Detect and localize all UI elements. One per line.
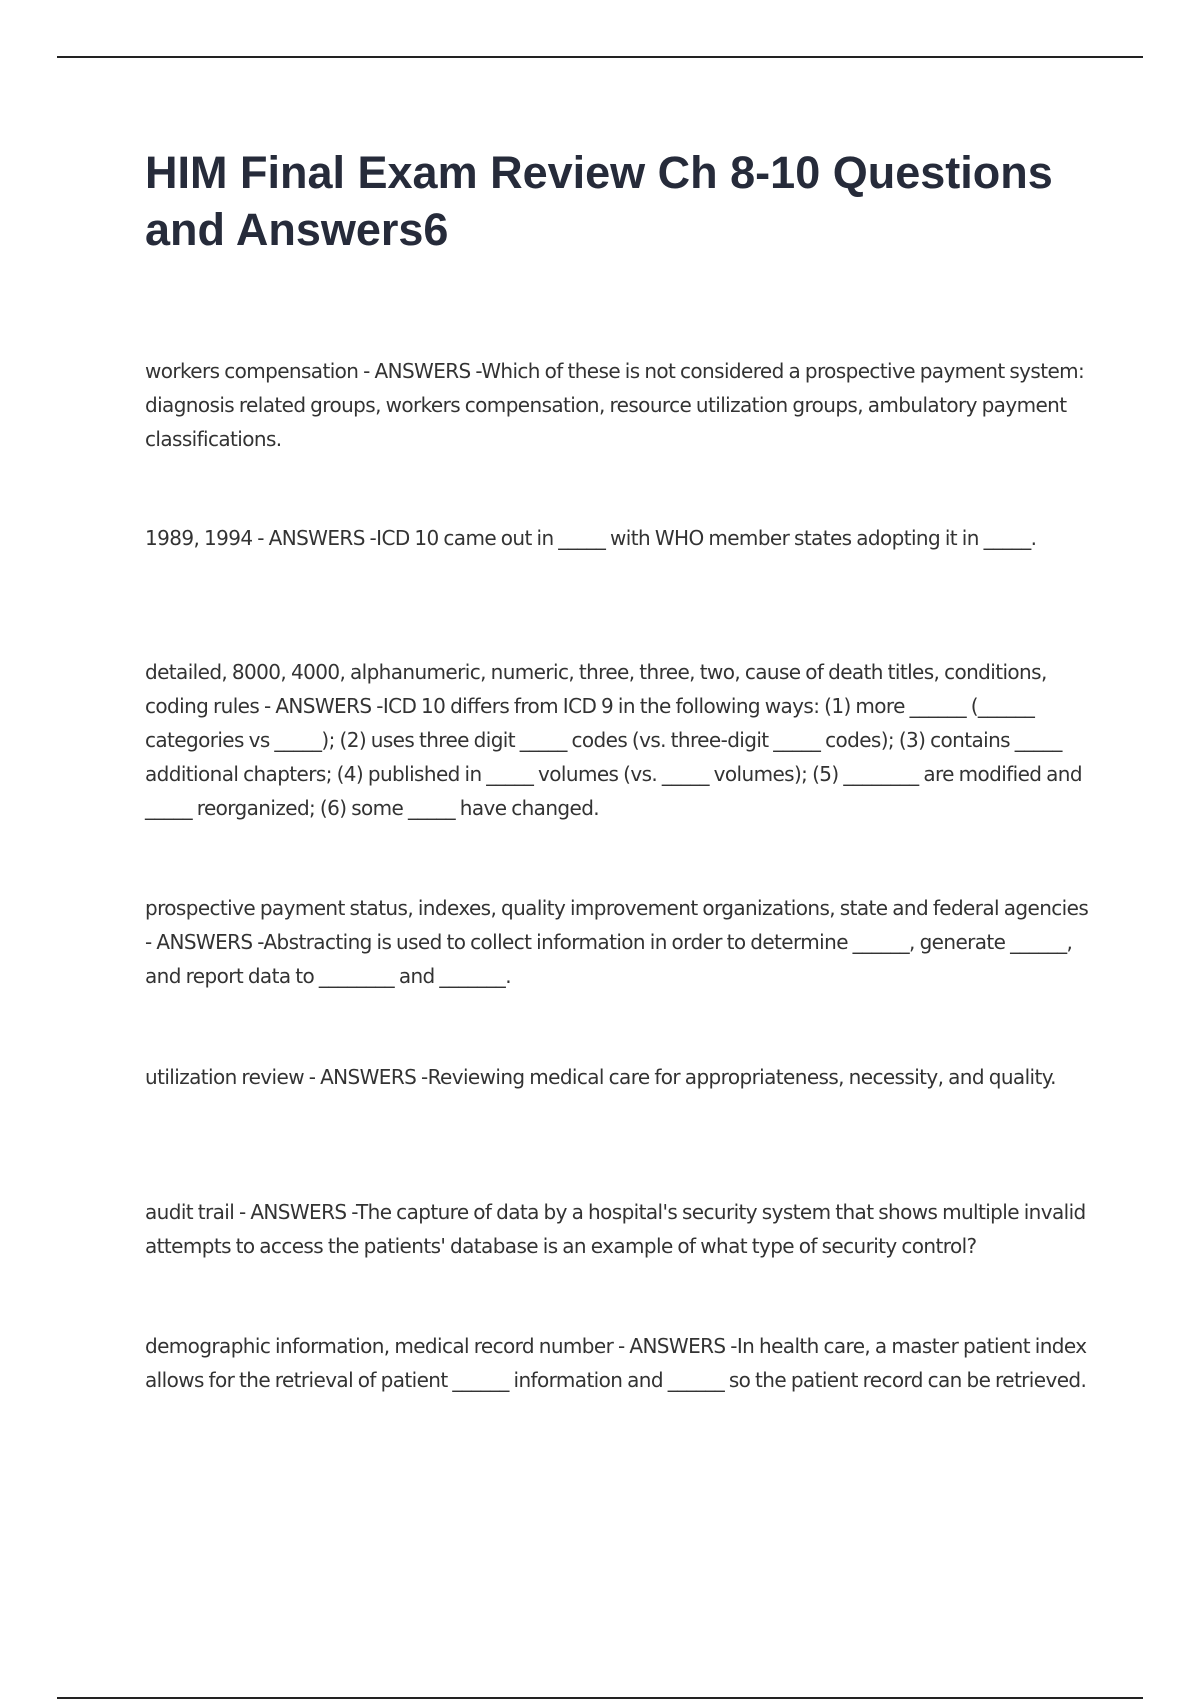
qa-item-3: detailed, 8000, 4000, alphanumeric, numeric, three, three, two, cause of death titles, conditions, coding rules - ANSWERS -ICD 10 differs from ICD 9 in the following ways: (1) more ______ (______ categories vs _____); (2) uses three digit _____ codes (vs. three-digit _____ codes); (3) contains _____ additional chapters; (4) published in _____ volumes (vs. _____ volumes); (5) ________ are modified and _____ reorganized; (6) some _____ have changed. <box>145 660 1082 820</box>
document-title: HIM Final Exam Review Ch 8-10 Questions and Answers6 <box>145 147 1053 255</box>
qa-item-6: audit trail - ANSWERS -The capture of data by a hospital's security system that shows multiple invalid attempts to access the patients' database is an example of what type of security control? <box>145 1200 1086 1258</box>
qa-item-4: prospective payment status, indexes, quality improvement organizations, state and federal agencies - ANSWERS -Abstracting is used to collect information in order to determine ______, generate ______, and report data to ________ and _______. <box>145 896 1089 988</box>
top-divider <box>57 56 1143 58</box>
bottom-divider <box>57 1697 1143 1699</box>
qa-item-7: demographic information, medical record number - ANSWERS -In health care, a master patient index allows for the retrieval of patient ______ information and ______ so the patient record can be retrieved. <box>145 1334 1087 1392</box>
qa-item-2: 1989, 1994 - ANSWERS -ICD 10 came out in _____ with WHO member states adopting it in _____. <box>145 526 1037 550</box>
qa-item-1: workers compensation - ANSWERS -Which of these is not considered a prospective payment system: diagnosis related groups, workers compensation, resource utilization groups, ambulatory payment classifications. <box>145 359 1085 451</box>
qa-item-5: utilization review - ANSWERS -Reviewing medical care for appropriateness, necessity, and quality. <box>145 1065 1056 1089</box>
